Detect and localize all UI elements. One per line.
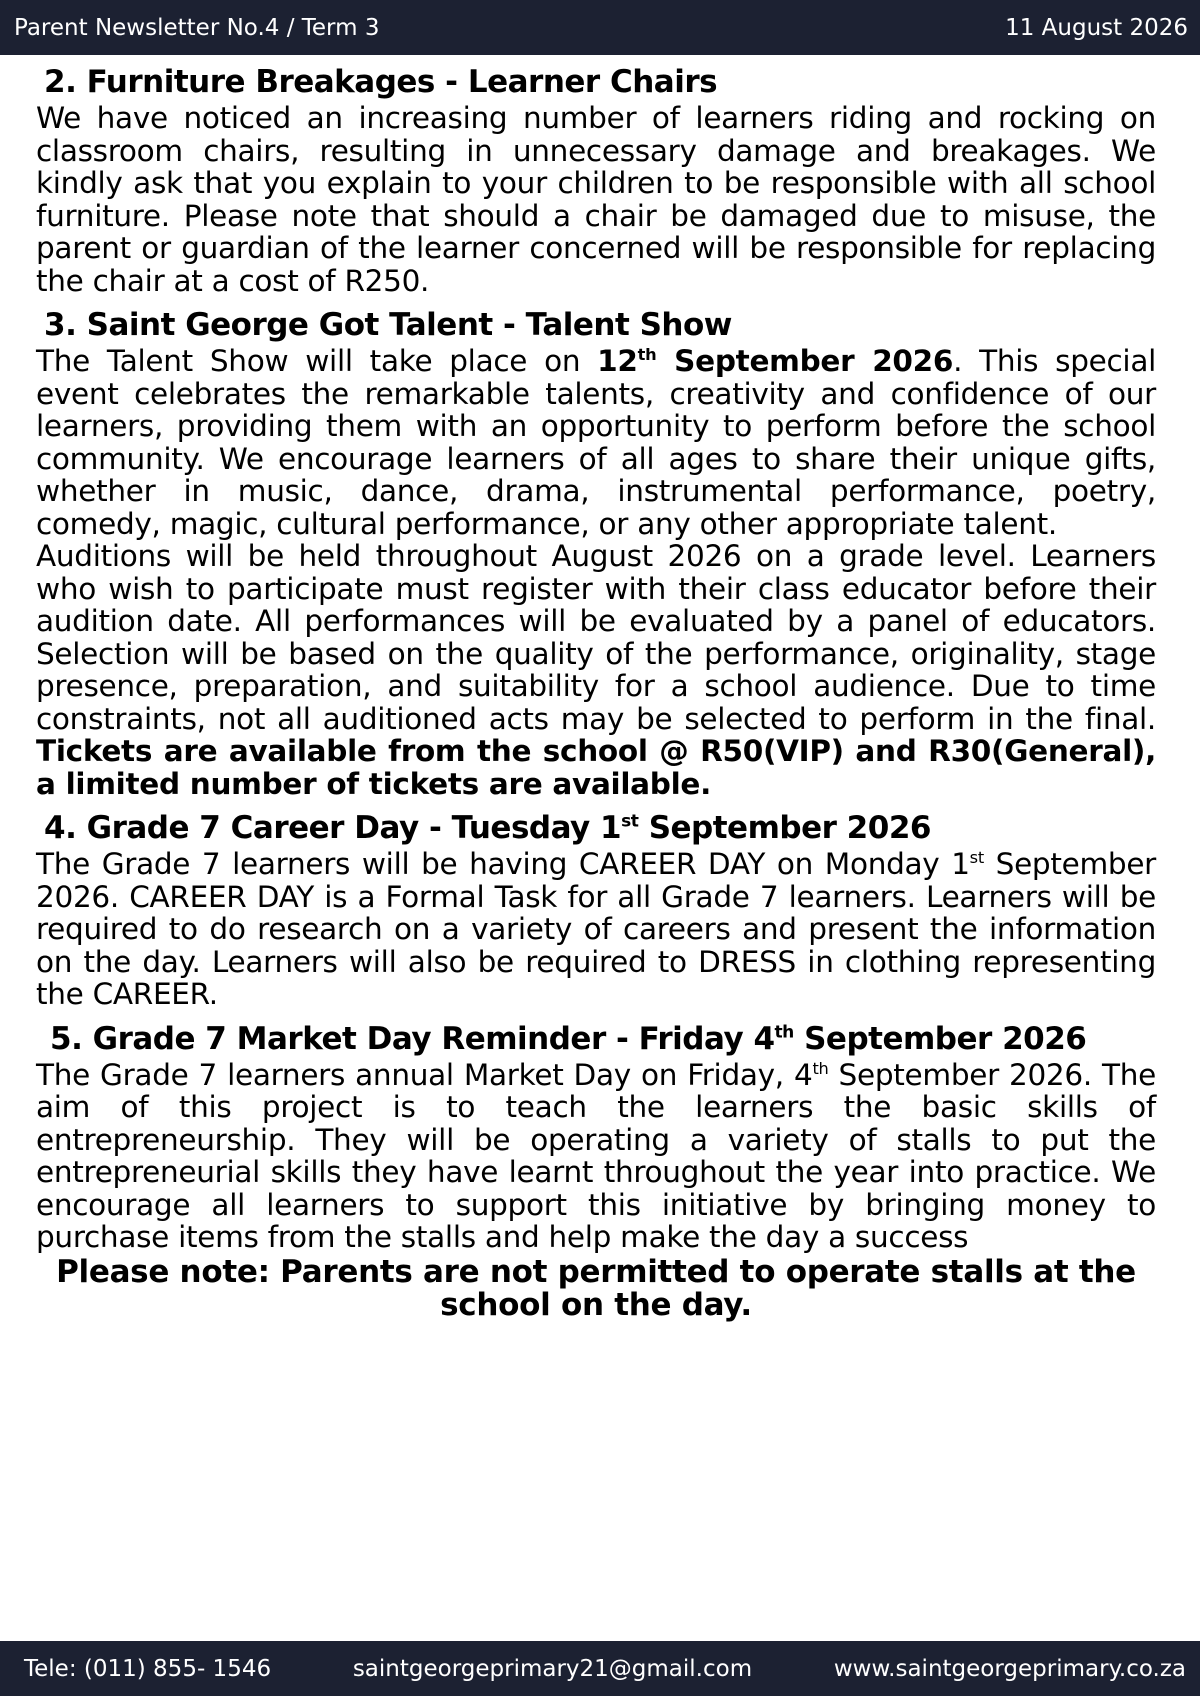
- footer-bar: [0, 1641, 1200, 1696]
- heading-text: 5. Grade 7 Market Day Reminder - Friday 4: [50, 1020, 775, 1057]
- newsletter-content: [36, 62, 1156, 1330]
- header-bar: [0, 0, 1200, 55]
- section-heading: 2. Furniture Breakages - Learner Chairs: [44, 64, 718, 100]
- heading-text: September 2026: [638, 810, 931, 846]
- footer-website[interactable]: www.saintgeorgeprimary.co.za: [833, 1655, 1186, 1682]
- ordinal-suffix: th: [812, 1058, 829, 1078]
- tickets-notice: Tickets are available from the school @ R50(VIP) and R30(General), a limited number of tickets are available.: [36, 734, 1156, 801]
- newsletter-title: Parent Newsletter No.4 / Term 3: [14, 14, 380, 41]
- text-run: The Talent Show will take place on: [36, 344, 598, 378]
- text-run: September 2026. The aim of this project is to teach the learners the basic skills of entrepreneurship. They will be operating a variety of stalls to put the entrepreneurial skills they have learnt throughout the year into practice. We encourage all learners to support this initiative by bringing money to purchase items from the stalls and help make the day a success: [36, 1057, 1156, 1254]
- section-body-auditions: [36, 540, 1156, 800]
- footer-email[interactable]: saintgeorgeprimary21@gmail.com: [352, 1655, 753, 1682]
- section-talent-show: [36, 305, 1156, 800]
- date-month-year: September 2026: [656, 344, 954, 378]
- date-day: 12: [597, 344, 638, 378]
- text-run: September 2026. CAREER DAY is a Formal Task for all Grade 7 learners. Learners will be required to do research on a variety of careers and present the information on the day. Learners will also be required to DRESS in clothing representing the CAREER.: [36, 847, 1156, 1011]
- section-body: We have noticed an increasing number of learners riding and rocking on classroom chairs, resulting in unnecessary damage and breakages. We kindly ask that you explain to your children to be responsible with all school furniture. Please note that should a chair be damaged due to misuse, the parent or guardian of the learner concerned will be responsible for replacing the chair at a cost of R250.: [36, 101, 1156, 298]
- text-run: . This special event celebrates the remarkable talents, creativity and confidence of our learners, providing them with an opportunity to perform before the school community. We encourage learners of all ages to share their unique gifts, whether in music, dance, drama, instrumental performance, poetry, comedy, magic, cultural performance, or any other appropriate talent.: [36, 344, 1156, 541]
- text-run: The Grade 7 learners annual Market Day on Friday, 4: [36, 1057, 813, 1092]
- section-career-day: [36, 808, 1156, 1011]
- section-heading: [36, 808, 1156, 848]
- section-heading: [36, 1019, 1156, 1059]
- parents-stalls-note: Please note: Parents are not permitted to operate stalls at the school on the day.: [56, 1253, 1136, 1323]
- event-date: [597, 344, 953, 378]
- section-body: [36, 345, 1156, 540]
- ordinal-suffix: st: [969, 848, 984, 868]
- heading-text: September 2026: [793, 1020, 1087, 1057]
- section-market-day: [36, 1019, 1156, 1322]
- text-run: Auditions will be held throughout August 2026 on a grade level. Learners who wish to participate must register with their class educator before their audition date. All performances will be evaluated by a panel of educators. Selection will be based on the quality of the performance, originality, stage presence, preparation, and suitability for a school audience. Due to time constraints, not all auditioned acts may be selected to perform in the final.: [36, 539, 1156, 736]
- footer-phone: Tele: (011) 855- 1546: [24, 1655, 272, 1682]
- section-heading: 3. Saint George Got Talent - Talent Show: [44, 307, 732, 343]
- ordinal-suffix: st: [621, 811, 639, 832]
- section-furniture-breakages: [36, 62, 1156, 297]
- section-body: [36, 848, 1156, 1011]
- ordinal-suffix: th: [637, 345, 657, 365]
- newsletter-date: 11 August 2026: [1005, 14, 1188, 41]
- ordinal-suffix: th: [774, 1022, 794, 1043]
- heading-text: 4. Grade 7 Career Day - Tuesday 1: [44, 810, 622, 846]
- text-run: The Grade 7 learners will be having CAREER DAY on Monday 1: [36, 847, 970, 881]
- section-body: [36, 1059, 1156, 1254]
